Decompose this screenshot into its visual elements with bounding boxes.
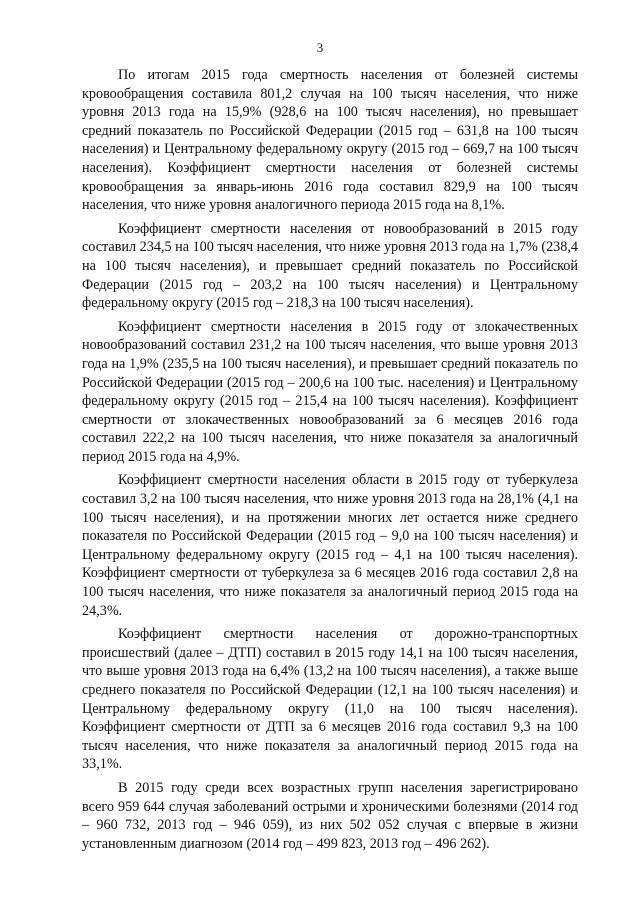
page-number: 3 <box>316 40 324 55</box>
paragraph-malignant-neoplasm-mortality: Коэффициент смертности населения в 2015 году от злокачественных новообразований составил 231,2 на 100 тысяч населения, что выше уровня 2013 года на 1,9% (235,5 на 100 тысяч населения), и превышает средний показатель по Российской Федерации (2015 год – 200,6 на 100 тыс. населения) и Центральному федеральному округу (2015 год – 215,4 на 100 тысяч населения). Коэффициент смертности от злокачественных новообразований за 6 месяцев 2016 года составил 222,2 на 100 тысяч населения, что ниже показателя за аналогичный период 2015 года на 4,9%. <box>82 318 578 465</box>
paragraph-circulatory-mortality: По итогам 2015 года смертность населения от болезней системы кровообращения составила 801,2 случая на 100 тысяч населения, что ниже уровня 2013 года на 15,9% (928,6 на 100 тысяч населения), но превышает средний показатель по Российской Федерации (2015 год – 631,8 на 100 тысяч населения) и Центральному федеральному округу (2015 год – 669,7 на 100 тысяч населения). Коэффициент смертности населения от болезней системы кровообращения за январь-июнь 2016 года составил 829,9 на 100 тысяч населения, что ниже уровня аналогичного периода 2015 года на 8,1%. <box>82 67 578 214</box>
paragraph-morbidity: В 2015 году среди всех возрастных групп населения зарегистрировано всего 959 644 случая заболеваний острыми и хроническими болезнями (2014 год – 960 732, 2013 год – 946 059), из них 502 052 случая с впервые в жизни установленным диагнозом (2014 год – 499 823, 2013 год – 496 262). <box>82 779 578 852</box>
document-body <box>82 66 578 858</box>
paragraph-road-accident-mortality: Коэффициент смертности населения от дорожно-транспортных происшествий (далее – ДТП) составил в 2015 году 14,1 на 100 тысяч населения, что выше уровня 2013 года на 6,4% (13,2 на 100 тысяч населения), а также выше среднего показателя по Российской Федерации (12,1 на 100 тысяч населения) и Центральному федеральному округу (11,0 на 100 тысяч населения). Коэффициент смертности от ДТП за 6 месяцев 2016 года составил 9,3 на 100 тысяч населения, что ниже показателя за аналогичный период 2015 года на 33,1%. <box>82 626 578 773</box>
paragraph-neoplasm-mortality: Коэффициент смертности населения от новообразований в 2015 году составил 234,5 на 100 тысяч населения, что ниже уровня 2013 года на 1,7% (238,4 на 100 тысяч населения), и превышает средний показатель по Российской Федерации (2015 год – 203,2 на 100 тысяч населения) и Центральному федеральному округу (2015 год – 218,3 на 100 тысяч населения). <box>82 220 578 312</box>
paragraph-tuberculosis-mortality: Коэффициент смертности населения области в 2015 году от туберкулеза составил 3,2 на 100 тысяч населения, что ниже уровня 2013 года на 28,1% (4,1 на 100 тысяч населения), и на протяжении многих лет остается ниже среднего показателя по Российской Федерации (2015 год – 9,0 на 100 тысяч населения) и Центральному федеральному округу (2015 год – 4,1 на 100 тысяч населения). Коэффициент смертности от туберкулеза за 6 месяцев 2016 года составил 2,8 на 100 тысяч населения, что ниже показателя за аналогичный период 2015 года на 24,3%. <box>82 472 578 619</box>
